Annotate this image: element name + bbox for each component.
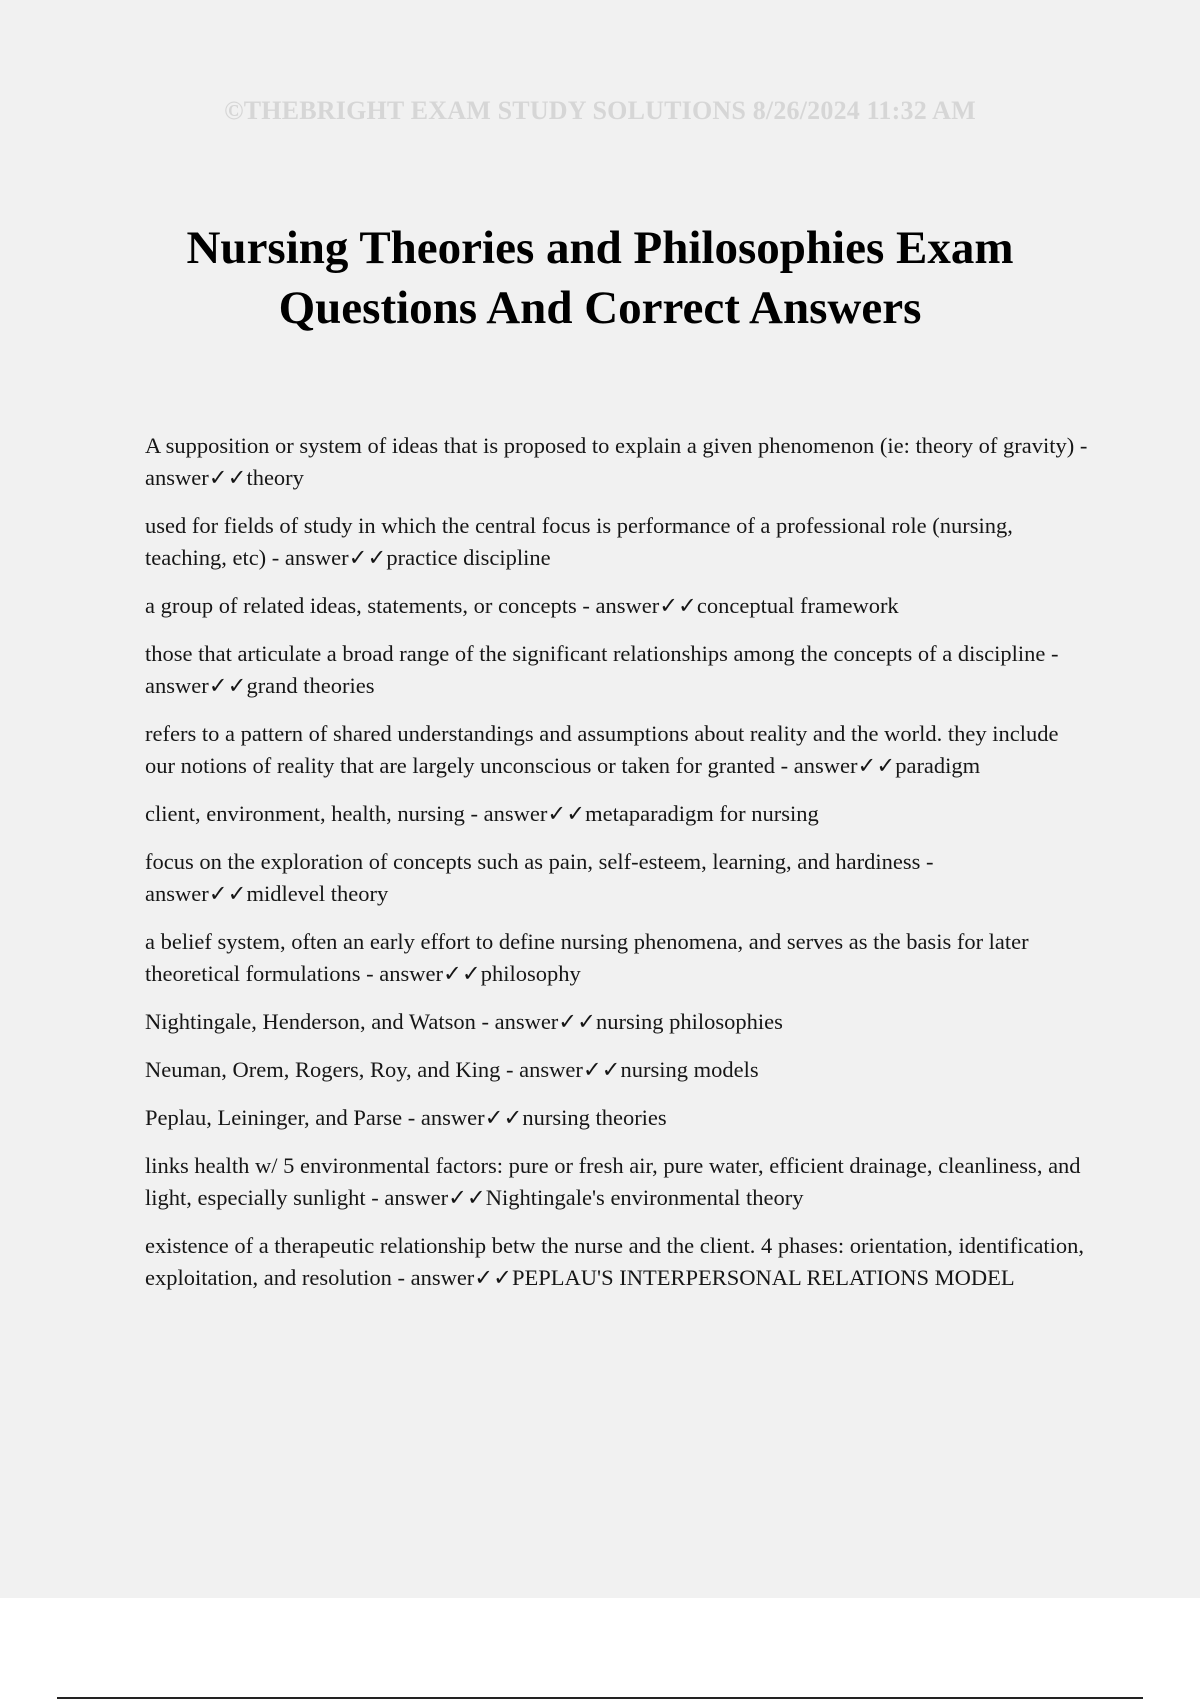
answer-text: nursing theories bbox=[522, 1105, 667, 1130]
qa-item bbox=[145, 926, 1090, 990]
question-text: links health w/ 5 environmental factors: pure or fresh air, pure water, efficient drainage, cleanliness, and light, especially sunlight - bbox=[145, 1153, 1081, 1210]
answer-marker: answer✓✓ bbox=[145, 673, 247, 698]
answer-text: practice discipline bbox=[386, 545, 551, 570]
question-text: Peplau, Leininger, and Parse - bbox=[145, 1105, 421, 1130]
answer-marker: answer✓✓ bbox=[384, 1185, 486, 1210]
answer-marker: answer✓✓ bbox=[483, 801, 586, 826]
question-text: focus on the exploration of concepts such as pain, self-esteem, learning, and hardiness - bbox=[145, 849, 934, 874]
watermark: ©THEBRIGHT EXAM STUDY SOLUTIONS 8/26/2024 11:32 AM bbox=[224, 96, 976, 125]
footer-rule bbox=[57, 1697, 1143, 1699]
answer-marker: answer✓✓ bbox=[145, 465, 247, 490]
qa-item bbox=[145, 1006, 1090, 1038]
question-text: a group of related ideas, statements, or concepts - bbox=[145, 593, 596, 618]
answer-marker: answer✓✓ bbox=[410, 1265, 513, 1290]
qa-list bbox=[145, 430, 1090, 1310]
question-text: client, environment, health, nursing - bbox=[145, 801, 484, 826]
answer-marker: answer✓✓ bbox=[145, 881, 247, 906]
qa-item bbox=[145, 430, 1090, 494]
answer-text: metaparadigm for nursing bbox=[585, 801, 819, 826]
answer-marker: answer✓✓ bbox=[420, 1105, 523, 1130]
answer-text: conceptual framework bbox=[696, 593, 899, 618]
answer-marker: answer✓✓ bbox=[379, 961, 481, 986]
qa-item bbox=[145, 1102, 1090, 1134]
title-line-1: Nursing Theories and Philosophies Exam bbox=[186, 222, 1014, 274]
answer-marker: answer✓✓ bbox=[284, 545, 387, 570]
question-text: used for fields of study in which the central focus is performance of a professional role (nursing, teaching, etc) - bbox=[145, 513, 1013, 570]
answer-text: Nightingale's environmental theory bbox=[485, 1185, 804, 1210]
question-text: A supposition or system of ideas that is proposed to explain a given phenomenon (ie: theory of gravity) - bbox=[145, 433, 1088, 458]
answer-text: paradigm bbox=[895, 753, 981, 778]
qa-item bbox=[145, 846, 1090, 910]
answer-text: grand theories bbox=[246, 673, 375, 698]
question-text: those that articulate a broad range of the significant relationships among the concepts of a discipline - bbox=[145, 641, 1059, 666]
answer-text: PEPLAU'S INTERPERSONAL RELATIONS MODEL bbox=[512, 1265, 1015, 1290]
qa-item bbox=[145, 510, 1090, 574]
answer-text: theory bbox=[246, 465, 304, 490]
answer-marker: answer✓✓ bbox=[793, 753, 896, 778]
question-text: Nightingale, Henderson, and Watson - bbox=[145, 1009, 495, 1034]
qa-item bbox=[145, 590, 1090, 622]
answer-marker: answer✓✓ bbox=[595, 593, 697, 618]
answer-marker: answer✓✓ bbox=[519, 1057, 621, 1082]
answer-text: philosophy bbox=[480, 961, 581, 986]
answer-text: nursing philosophies bbox=[596, 1009, 783, 1034]
answer-text: nursing models bbox=[620, 1057, 759, 1082]
answer-marker: answer✓✓ bbox=[494, 1009, 597, 1034]
question-text: refers to a pattern of shared understandings and assumptions about reality and the world. they include our notions of reality that are largely unconscious or taken for granted - bbox=[145, 721, 1059, 778]
title-line-2: Questions And Correct Answers bbox=[278, 282, 922, 334]
qa-item bbox=[145, 638, 1090, 702]
qa-item bbox=[145, 1150, 1090, 1214]
qa-item bbox=[145, 1054, 1090, 1086]
qa-item bbox=[145, 1230, 1090, 1294]
question-text: existence of a therapeutic relationship betw the nurse and the client. 4 phases: orientation, identification, exploitation, and resolution - bbox=[145, 1233, 1085, 1290]
qa-item bbox=[145, 718, 1090, 782]
document-title bbox=[120, 218, 1080, 338]
question-text: a belief system, often an early effort to define nursing phenomena, and serves as the basis for later theoretical formulations - bbox=[145, 929, 1029, 986]
question-text: Neuman, Orem, Rogers, Roy, and King - bbox=[145, 1057, 520, 1082]
qa-item bbox=[145, 798, 1090, 830]
answer-text: midlevel theory bbox=[246, 881, 389, 906]
